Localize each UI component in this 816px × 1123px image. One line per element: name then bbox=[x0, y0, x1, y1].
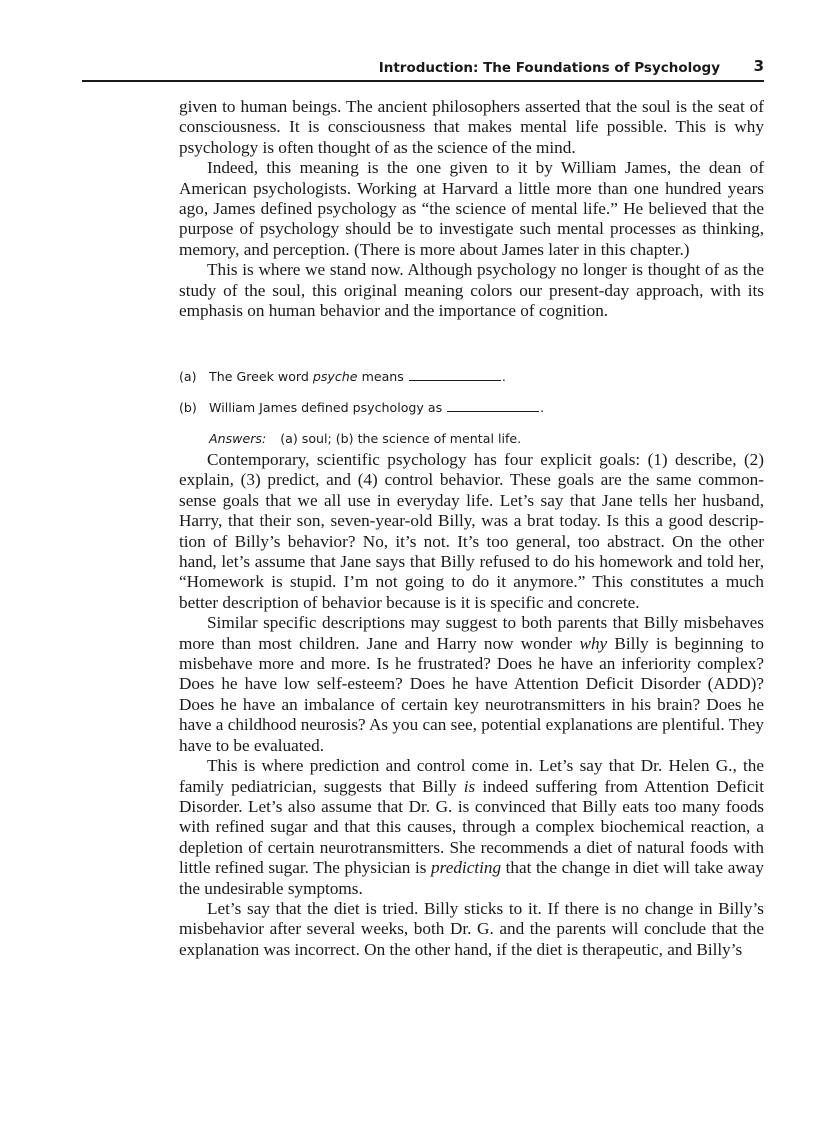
question-b-label: (b) bbox=[179, 400, 197, 415]
question-b bbox=[179, 400, 544, 415]
answers-text: (a) soul; (b) the science of mental life. bbox=[280, 431, 522, 446]
paragraph bbox=[179, 613, 764, 756]
question-a-text-end: means bbox=[361, 369, 404, 384]
page-number: 3 bbox=[753, 57, 764, 75]
question-a bbox=[179, 369, 506, 384]
question-a-text: The Greek word bbox=[209, 369, 309, 384]
answer-blank bbox=[409, 369, 501, 381]
answer-blank bbox=[447, 400, 539, 412]
question-a-term: psyche bbox=[312, 369, 358, 384]
body-text-top bbox=[179, 97, 764, 321]
body-text-bottom bbox=[179, 450, 764, 960]
paragraph-text: indeed suffering from Attention Deficit Disorder. Let’s also assume that Dr. G. is convinced that Billy eats too many foods with refined sugar and that this causes, through a complex biochemical reaction, a depletion of certain neurotransmitters. She recommends a diet of natural foods with little refined sugar. The physician is bbox=[179, 776, 764, 878]
paragraph: This is where we stand now. Although psychology no longer is thought of as the study of the soul, this original meaning colors our present-day approach, with its emphasis on human behavior and the importance of cognition. bbox=[179, 260, 764, 321]
paragraph: Contemporary, scientific psychology has four explicit goals: (1) describe, (2) explain, (3) predict, and (4) control behavior. These goals are the same common-sense goals that we all use in everyday life. Let’s say that Jane tells her husband, Harry, that their son, seven-year-old Billy, was a brat today. Is this a good descrip-tion of Billy’s behavior? No, it’s not. It’s too general, too abstract. On the other hand, let’s assume that Jane says that Billy refused to do his homework and told her, “Homework is stupid. I’m not going to do it anymore.” This constitutes a much better description of behavior because is it is specific and concrete. bbox=[179, 450, 764, 612]
paragraph bbox=[179, 756, 764, 899]
emphasis: why bbox=[579, 633, 608, 653]
paragraph-text: Billy is beginning to misbehave more and more. Is he frustrated? Does he have an inferiority complex? Does he have low self-esteem? Does he have Attention Deficit Disorder (ADD)? Does he have an imbalance of certain key neurotransmitters in his brain? Does he have a childhood neurosis? As you can see, potential explanations are plentiful. They have to be evaluated. bbox=[179, 633, 764, 755]
running-header bbox=[82, 56, 764, 82]
answers-label: Answers: bbox=[209, 431, 267, 446]
question-a-label: (a) bbox=[179, 369, 197, 384]
paragraph: Let’s say that the diet is tried. Billy sticks to it. If there is no change in Billy’s misbehavior after several weeks, both Dr. G. and the parents will conclude that the explanation was incorrect. On the other hand, if the diet is therapeutic, and Billy’s bbox=[179, 898, 764, 959]
paragraph: Indeed, this meaning is the one given to it by William James, the dean of American psychologists. Working at Harvard a little more than one hundred years ago, James defined psychology as “the science of mental life.” He believed that the purpose of psychology should be to investigate such mental processes as thinking, memory, and perception. (There is more about James later in this chapter.) bbox=[179, 158, 764, 259]
question-a-period: . bbox=[501, 369, 506, 384]
paragraph-text: This is where prediction and control come in. Let’s say that Dr. Helen G., the family pediatrician, suggests that Billy bbox=[179, 756, 764, 796]
question-b-text: William James defined psychology as bbox=[209, 400, 443, 415]
emphasis: is bbox=[463, 776, 476, 796]
paragraph-text: Similar specific descriptions may suggest to both parents that Billy misbehaves more than most children. Jane and Harry now wonder bbox=[179, 613, 764, 653]
paragraph: given to human beings. The ancient philosophers asserted that the soul is the seat of consciousness. It is consciousness that makes mental life possible. This is why psychology is often thought of as the science of the mind. bbox=[179, 97, 764, 157]
paragraph-text: that the change in diet will take away the undesirable symptoms. bbox=[179, 858, 764, 898]
running-header-title: Introduction: The Foundations of Psychology bbox=[378, 60, 720, 76]
answers-line bbox=[209, 431, 521, 446]
emphasis: predicting bbox=[431, 858, 502, 878]
question-b-period: . bbox=[540, 400, 545, 415]
